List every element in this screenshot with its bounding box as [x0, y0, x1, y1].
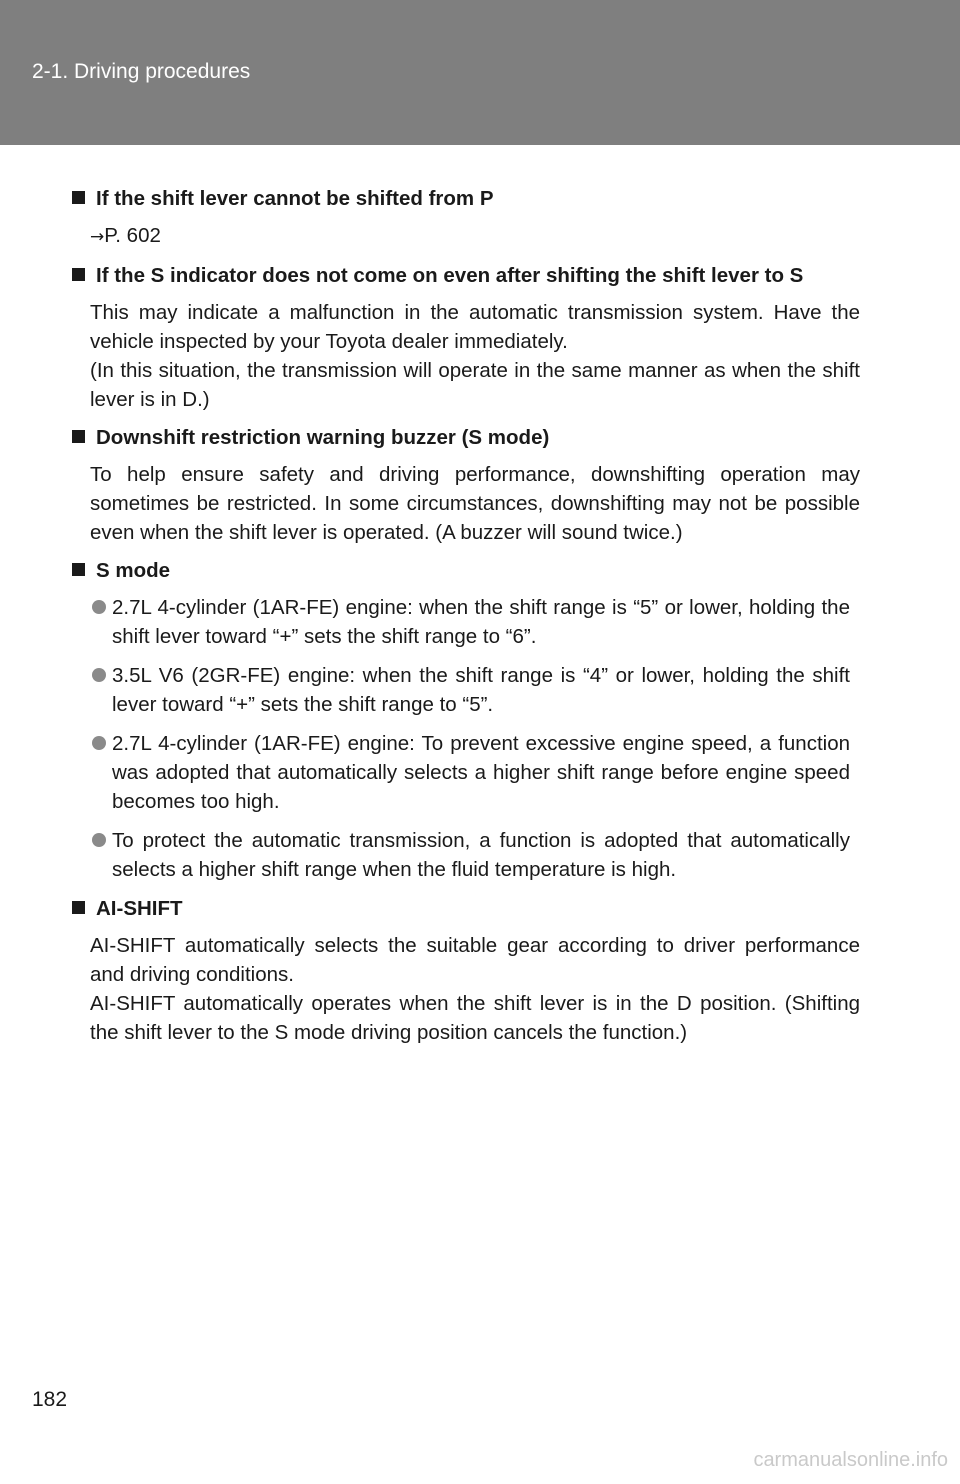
- page-reference-text: P. 602: [104, 224, 161, 247]
- page-header: [0, 0, 960, 145]
- circle-bullet-icon: [92, 736, 106, 750]
- section-heading: [72, 261, 860, 290]
- heading-text: AI-SHIFT: [96, 897, 183, 920]
- page-content: [72, 184, 860, 1056]
- heading-text: S mode: [96, 559, 171, 582]
- square-bullet-icon: [72, 563, 85, 576]
- page-reference: [72, 221, 860, 252]
- circle-bullet-icon: [92, 668, 106, 682]
- section-heading: [72, 894, 860, 923]
- square-bullet-icon: [72, 191, 85, 204]
- section-heading: [72, 423, 860, 452]
- list-item: [72, 826, 860, 884]
- body-paragraph: AI-SHIFT automatically operates when the shift lever is in the D position. (Shifting the shift lever to the S mode driving position cancels the function.): [90, 992, 860, 1044]
- section-ai-shift: [72, 894, 860, 1047]
- page-number: 182: [32, 1388, 68, 1411]
- watermark: carmanualsonline.info: [753, 1449, 948, 1471]
- list-item-text: 2.7L 4-cylinder (1AR-FE) engine: To prevent excessive engine speed, a function was adopted that automatically selects a higher shift range before engine speed becomes too high.: [112, 732, 850, 813]
- section-heading: [72, 556, 860, 585]
- body-paragraph: (In this situation, the transmission will operate in the same manner as when the shift lever is in D.): [90, 359, 860, 411]
- list-item: [72, 661, 860, 719]
- heading-text: If the S indicator does not come on even after shifting the shift lever to S: [96, 264, 804, 287]
- list-item-text: 3.5L V6 (2GR-FE) engine: when the shift range is “4” or lower, holding the shift lever toward “+” sets the shift range to “5”.: [112, 664, 850, 716]
- body-paragraph: AI-SHIFT automatically selects the suitable gear according to driver performance and driving conditions.: [90, 934, 860, 986]
- section-downshift-buzzer: [72, 423, 860, 547]
- section-s-mode: [72, 556, 860, 884]
- square-bullet-icon: [72, 430, 85, 443]
- body-paragraph: This may indicate a malfunction in the automatic transmission system. Have the vehicle inspected by your Toyota dealer immediately.: [90, 301, 860, 353]
- heading-text: Downshift restriction warning buzzer (S mode): [96, 426, 550, 449]
- section-title: 2-1. Driving procedures: [32, 60, 251, 83]
- circle-bullet-icon: [92, 600, 106, 614]
- section-shift-lever-p: [72, 184, 860, 252]
- heading-text: If the shift lever cannot be shifted from P: [96, 187, 494, 210]
- list-item-text: 2.7L 4-cylinder (1AR-FE) engine: when the shift range is “5” or lower, holding the shift lever toward “+” sets the shift range to “6”.: [112, 596, 850, 648]
- arrow-icon: →: [90, 227, 105, 247]
- circle-bullet-icon: [92, 833, 106, 847]
- list-item: [72, 593, 860, 651]
- list-item-text: To protect the automatic transmission, a function is adopted that automatically selects a higher shift range when the fluid temperature is high.: [112, 829, 850, 881]
- square-bullet-icon: [72, 901, 85, 914]
- square-bullet-icon: [72, 268, 85, 281]
- section-heading: [72, 184, 860, 213]
- body-paragraph: To help ensure safety and driving performance, downshifting operation may sometimes be restricted. In some circumstances, downshifting may not be possible even when the shift lever is operated. (A buzzer will sound twice.): [90, 463, 860, 544]
- section-s-indicator: [72, 261, 860, 414]
- list-item: [72, 729, 860, 816]
